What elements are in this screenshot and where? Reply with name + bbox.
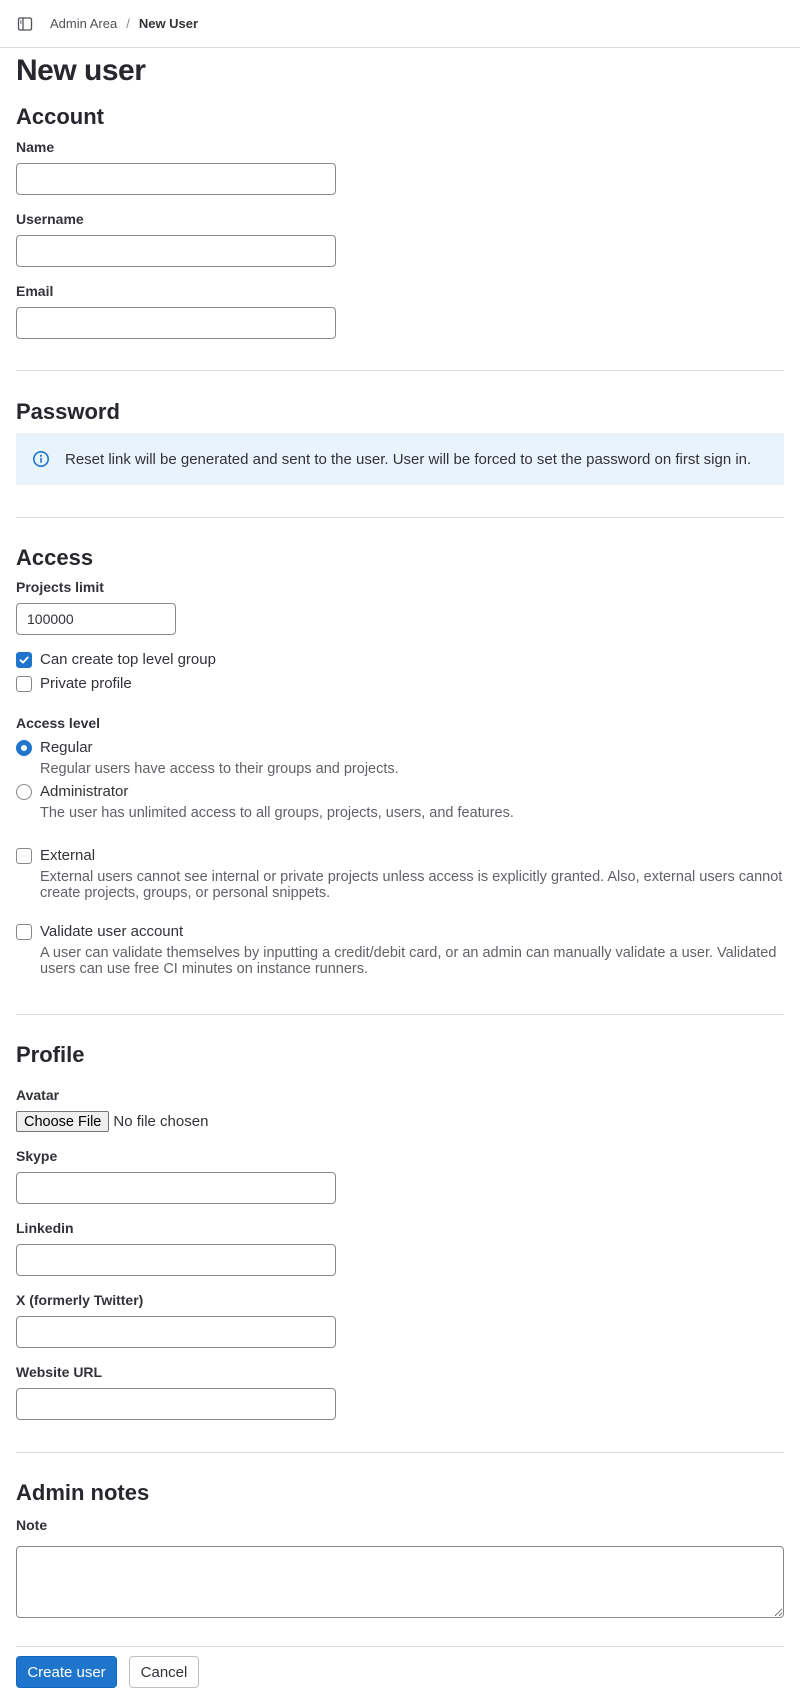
admin-notes-section-title: Admin notes [16, 1480, 150, 1505]
linkedin-label: Linkedin [16, 1220, 74, 1236]
password-section-title: Password [16, 399, 120, 424]
create-user-button[interactable]: Create user [16, 1656, 117, 1688]
username-input[interactable] [16, 235, 336, 267]
info-icon [32, 450, 50, 468]
access-level-regular-row[interactable] [16, 739, 93, 756]
skype-input[interactable] [16, 1172, 336, 1204]
section-divider [16, 1646, 784, 1647]
projects-limit-input[interactable] [16, 603, 176, 635]
breadcrumb [42, 16, 198, 31]
skype-label: Skype [16, 1148, 58, 1164]
password-alert-text: Reset link will be generated and sent to the user. User will be forced to set the password on first sign in. [65, 450, 752, 468]
password-info-alert [16, 433, 784, 485]
breadcrumb-current[interactable]: New User [138, 16, 199, 31]
external-checkbox[interactable] [16, 848, 32, 864]
projects-limit-label: Projects limit [16, 579, 104, 595]
section-divider [16, 1014, 784, 1015]
section-divider [16, 370, 784, 371]
email-input[interactable] [16, 307, 336, 339]
sidebar-toggle-icon[interactable] [16, 15, 34, 33]
file-status: No file chosen [113, 1113, 209, 1130]
page-title: New user [16, 54, 146, 87]
administrator-help-text: The user has unlimited access to all groups, projects, users, and features. [40, 805, 514, 821]
top-bar [0, 0, 800, 48]
email-label: Email [16, 283, 54, 299]
twitter-input[interactable] [16, 1316, 336, 1348]
website-url-label: Website URL [16, 1364, 103, 1380]
private-profile-label: Private profile [40, 675, 132, 692]
account-section-title: Account [16, 104, 104, 129]
can-create-group-row[interactable] [16, 651, 216, 668]
validate-account-help-text: A user can validate themselves by inputting a credit/debit card, or an admin can manually validate a user. Validated users can use free CI minutes on instance runners. [40, 945, 777, 977]
note-textarea[interactable] [16, 1546, 784, 1618]
profile-section-title: Profile [16, 1042, 85, 1067]
section-divider [16, 517, 784, 518]
linkedin-input[interactable] [16, 1244, 336, 1276]
validate-account-checkbox[interactable] [16, 924, 32, 940]
section-divider [16, 1452, 784, 1453]
website-url-input[interactable] [16, 1388, 336, 1420]
external-row[interactable] [16, 847, 95, 864]
access-level-admin-row[interactable] [16, 783, 128, 800]
avatar-label: Avatar [16, 1087, 60, 1103]
name-label: Name [16, 139, 55, 155]
private-profile-row[interactable] [16, 675, 132, 692]
administrator-radio[interactable] [16, 784, 32, 800]
name-input[interactable] [16, 163, 336, 195]
administrator-label: Administrator [40, 783, 129, 800]
checkmark-icon [18, 654, 30, 666]
note-label: Note [16, 1517, 48, 1533]
can-create-group-checkbox[interactable] [16, 652, 32, 668]
validate-account-label: Validate user account [40, 923, 184, 940]
validate-account-row[interactable] [16, 923, 183, 940]
external-help-text: External users cannot see internal or private projects unless access is explicitly granted. Also, external users cannot create projects, groups, or personal snippets. [40, 869, 783, 901]
regular-label: Regular [40, 739, 93, 756]
cancel-button[interactable]: Cancel [129, 1656, 199, 1688]
breadcrumb-admin-area[interactable]: Admin Area [50, 16, 118, 31]
choose-file-button[interactable]: Choose File [16, 1111, 109, 1132]
regular-help-text: Regular users have access to their groups and projects. [40, 761, 399, 777]
regular-radio[interactable] [16, 740, 32, 756]
access-section-title: Access [16, 545, 94, 570]
avatar-file-picker [16, 1111, 208, 1132]
breadcrumb-separator: / [126, 16, 130, 31]
can-create-group-label: Can create top level group [40, 651, 216, 668]
username-label: Username [16, 211, 84, 227]
private-profile-checkbox[interactable] [16, 676, 32, 692]
access-level-label: Access level [16, 715, 101, 731]
external-label: External [40, 847, 96, 864]
twitter-label: X (formerly Twitter) [16, 1292, 144, 1308]
